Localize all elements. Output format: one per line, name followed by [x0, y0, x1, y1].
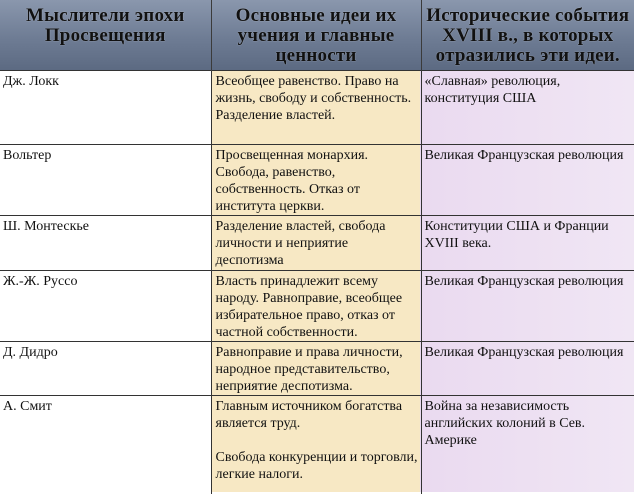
header-ideas: Основные идеи их учения и главные ценности	[211, 0, 421, 70]
ideas-cell: Власть принадлежит всему народу. Равноправие, всеобщее избирательное право, отказ от частной собственности.	[211, 270, 421, 341]
header-thinkers: Мыслители эпохи Просвещения	[0, 0, 211, 70]
ideas-cell: Главным источником богатства является труд. Свобода конкуренции и торговли, легкие налоги.	[211, 395, 421, 494]
table-row	[0, 70, 634, 144]
events-cell: Великая Французская революция	[421, 270, 634, 341]
table-row	[0, 341, 634, 395]
table-row	[0, 270, 634, 341]
ideas-cell: Разделение властей, свобода личности и неприятие деспотизма	[211, 215, 421, 270]
header-row	[0, 0, 634, 70]
events-cell: Война за независимость английских колоний в Сев. Америке	[421, 395, 634, 494]
ideas-cell: Просвещенная монархия. Свобода, равенство, собственность. Отказ от института церкви.	[211, 144, 421, 215]
ideas-cell: Всеобщее равенство. Право на жизнь, свободу и собственность. Разделение властей.	[211, 70, 421, 144]
thinker-cell: Ш. Монтескье	[0, 215, 211, 270]
thinker-cell: Вольтер	[0, 144, 211, 215]
ideas-cell: Равноправие и права личности, народное представительство, неприятие деспотизма.	[211, 341, 421, 395]
events-cell: Великая Французская революция	[421, 341, 634, 395]
events-cell: Великая Французская революция	[421, 144, 634, 215]
table-row	[0, 144, 634, 215]
thinker-cell: А. Смит	[0, 395, 211, 494]
events-cell: «Славная» революция, конституция США	[421, 70, 634, 144]
thinker-cell: Ж.-Ж. Руссо	[0, 270, 211, 341]
thinker-cell: Дж. Локк	[0, 70, 211, 144]
header-events: Исторические события XVIII в., в которых отразились эти идеи.	[421, 0, 634, 70]
table-row	[0, 215, 634, 270]
table-row	[0, 395, 634, 494]
thinker-cell: Д. Дидро	[0, 341, 211, 395]
events-cell: Конституции США и Франции XVIII века.	[421, 215, 634, 270]
